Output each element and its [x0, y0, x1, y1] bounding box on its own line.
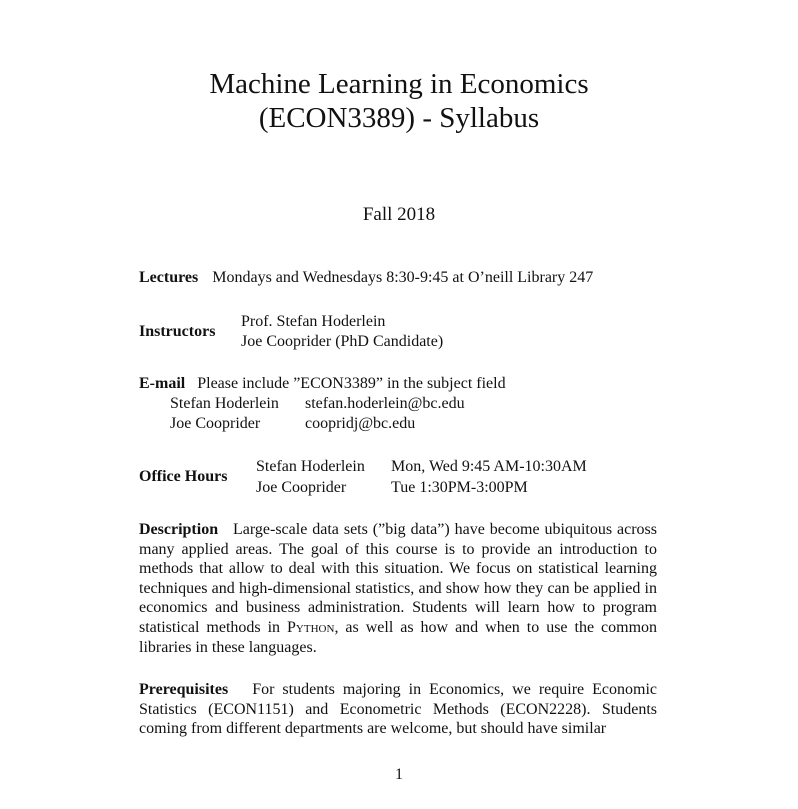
lectures-text: Mondays and Wednesdays 8:30-9:45 at O’neill Library 247	[212, 269, 594, 286]
office-hours-name: Joe Cooprider	[256, 479, 347, 496]
page-number: 1	[395, 766, 403, 783]
description-paragraph	[139, 520, 657, 657]
python-term: Python	[287, 618, 335, 636]
email-address: stefan.hoderlein@bc.edu	[305, 395, 465, 412]
email-contact-name: Stefan Hoderlein	[170, 395, 279, 412]
lectures-label: Lectures	[139, 269, 199, 286]
office-hours-name: Stefan Hoderlein	[256, 458, 365, 475]
email-label: E-mail	[139, 375, 186, 392]
email-contact-name: Joe Cooprider	[170, 415, 261, 432]
term: Fall 2018	[362, 204, 436, 225]
instructor-name: Prof. Stefan Hoderlein	[241, 313, 386, 330]
prerequisites-text: For students majoring in Economics, we require Economic Statistics (ECON1151) and Econometric Methods (ECON2228). Students coming from different departments are welcome, but should have similar	[139, 681, 658, 738]
prerequisites-label: Prerequisites	[139, 681, 229, 698]
prerequisites-paragraph	[139, 680, 657, 739]
email-address: coopridj@bc.edu	[305, 415, 416, 432]
instructors-label: Instructors	[139, 323, 216, 340]
instructor-name: Joe Cooprider (PhD Candidate)	[241, 333, 444, 350]
document-title-line2: (ECON3389) - Syllabus	[258, 102, 540, 134]
email-note: Please include ”ECON3389” in the subject field	[197, 375, 506, 392]
office-hours-label: Office Hours	[139, 468, 228, 485]
description-label: Description	[139, 521, 219, 538]
lectures-section	[139, 268, 593, 288]
office-hours-time: Tue 1:30PM-3:00PM	[391, 479, 528, 496]
office-hours-time: Mon, Wed 9:45 AM-10:30AM	[391, 458, 587, 475]
description-text: Large-scale data sets (”big data”) have become ubiquitous across many applied areas. The goal of this course is to provide an introduction to methods that allow to deal with this situation. We focus on statistical learning techniques and high-dimensional statistics, and show how they can be applied in economics and business administration. Students will learn how to program statistical methods in	[139, 521, 658, 636]
description-text-end: , as well as how and when to use the common libraries in these languages.	[139, 618, 658, 656]
email-section	[139, 374, 506, 394]
document-title-line1: Machine Learning in Economics	[209, 68, 589, 100]
